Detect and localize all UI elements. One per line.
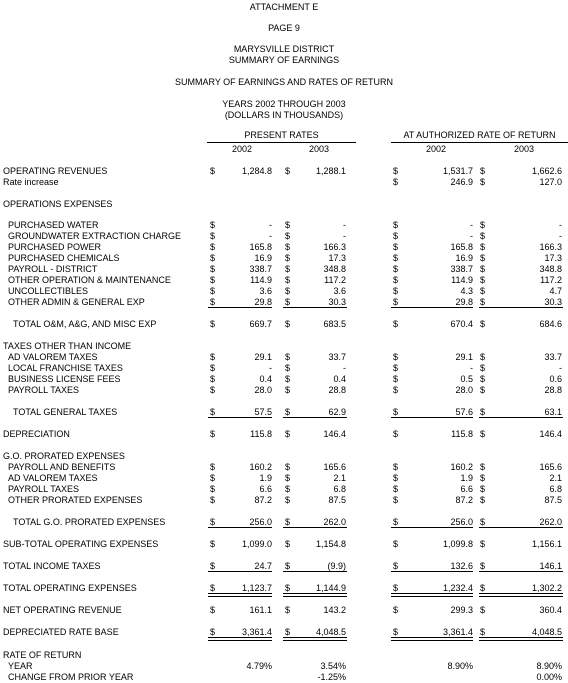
dollar-sign: $ [393,495,399,505]
cell-value: 256.0 [249,517,272,527]
cell-value: - [470,231,473,241]
dollar-sign: $ [285,605,291,615]
cell-value: 2.1 [549,473,562,483]
cell-value: 1,284.8 [241,166,272,176]
cell-value: - [559,220,562,230]
dollar-sign: $ [210,352,216,362]
cell-value: 1,288.1 [315,166,346,176]
cell-value: 256.0 [450,517,473,527]
dollar-sign: $ [210,473,216,483]
cell-value: 1.9 [460,473,473,483]
dollar-sign: $ [210,605,216,615]
subtotal-rule [283,307,347,308]
cell-value: 4.79% [246,661,272,671]
cell-value: 28.0 [455,385,473,395]
total-double-rule [283,637,347,641]
dollar-sign: $ [480,352,486,362]
cell-value: 146.4 [323,429,346,439]
cell-value: 33.7 [544,352,562,362]
row-label: AD VALOREM TAXES [8,473,98,483]
dollar-sign: $ [480,319,486,329]
cell-value: 1,531.7 [442,166,473,176]
cell-value: 683.5 [323,319,346,329]
cell-value: 0.6 [549,374,562,384]
cell-value: 30.3 [328,297,346,307]
row-label: PAYROLL - DISTRICT [8,264,98,274]
cell-value: 360.4 [539,605,562,615]
cell-value: 1,156.1 [531,539,562,549]
cell-value: 117.2 [324,275,346,285]
dollar-sign: $ [210,385,216,395]
row-label: OTHER ADMIN & GENERAL EXP [8,297,145,307]
dollar-sign: $ [285,352,291,362]
dollar-sign: $ [210,407,216,417]
dollar-sign: $ [393,352,399,362]
cell-value: 262.0 [323,517,346,527]
row-label: DEPRECIATED RATE BASE [3,627,119,637]
total-double-rule [391,593,473,597]
dollar-sign: $ [393,473,399,483]
dollar-sign: $ [285,166,291,176]
row-label: LOCAL FRANCHISE TAXES [8,363,123,373]
cell-value: 117.2 [540,275,562,285]
dollar-sign: $ [285,407,291,417]
row-label: PAYROLL TAXES [8,484,80,494]
cell-value: 684.6 [539,319,562,329]
dollar-sign: $ [210,462,216,472]
cell-value: - [343,220,346,230]
cell-value: 670.4 [450,319,473,329]
cell-value: 165.8 [450,242,473,252]
dollar-sign: $ [480,363,486,373]
dollar-sign: $ [393,583,399,593]
cell-value: 29.8 [254,297,272,307]
dollar-sign: $ [393,462,399,472]
dollar-sign: $ [285,473,291,483]
cell-value: 3.6 [333,286,346,296]
report-title: SUMMARY OF EARNINGS AND RATES OF RETURN [174,77,394,87]
cell-value: 2.1 [333,473,346,483]
dollar-sign: $ [285,286,291,296]
dollar-sign: $ [285,253,291,263]
cell-value: 6.6 [259,484,272,494]
dollar-sign: $ [480,407,486,417]
row-label: TOTAL OPERATING EXPENSES [3,583,137,593]
subtotal-rule [479,527,563,528]
dollar-sign: $ [393,561,399,571]
dollar-sign: $ [393,385,399,395]
dollar-sign: $ [210,264,216,274]
cell-value: 1,123.7 [241,583,272,593]
row-label: AD VALOREM TAXES [8,352,98,362]
cell-value: - [470,363,473,373]
cell-value: 1,099.8 [442,539,473,549]
cell-value: 1,144.9 [315,583,346,593]
cell-value: 3.6 [259,286,272,296]
cell-value: 166.3 [539,242,562,252]
dollar-sign: $ [480,242,486,252]
cell-value: 115.8 [250,429,272,439]
cell-value: 338.7 [249,264,272,274]
total-double-rule [208,593,272,597]
dollar-sign: $ [393,286,399,296]
cell-value: 28.8 [544,385,562,395]
row-label: GROUNDWATER EXTRACTION CHARGE [8,231,182,241]
cell-value: 160.2 [450,462,473,472]
cell-value: 1,154.8 [315,539,346,549]
dollar-sign: $ [480,462,486,472]
cell-value: 669.7 [249,319,272,329]
dollar-sign: $ [393,264,399,274]
row-label: OTHER PRORATED EXPENSES [8,495,143,505]
dollar-sign: $ [393,363,399,373]
row-label: BUSINESS LICENSE FEES [8,374,121,384]
subtotal-rule [283,417,347,418]
dollar-sign: $ [480,166,486,176]
cell-value: 114.9 [451,275,473,285]
col-year-2003-present: 2003 [308,144,330,154]
col-year-2002-present: 2002 [231,144,253,154]
dollar-sign: $ [285,374,291,384]
dollar-sign: $ [393,539,399,549]
cell-value: - [343,231,346,241]
dollar-sign: $ [480,627,486,637]
years-range: YEARS 2002 THROUGH 2003 [222,99,346,109]
dollar-sign: $ [210,583,216,593]
dollar-sign: $ [393,297,399,307]
cell-value: 132.6 [450,561,473,571]
row-label: PURCHASED WATER [8,220,99,230]
dollar-sign: $ [285,385,291,395]
cell-value: 127.0 [539,177,562,187]
dollar-sign: $ [210,484,216,494]
cell-value: - [559,231,562,241]
cell-value: 3.54% [320,661,346,671]
dollar-sign: $ [480,583,486,593]
dollar-sign: $ [393,242,399,252]
dollar-sign: $ [210,627,216,637]
subtotal-rule [479,307,563,308]
row-label: TAXES OTHER THAN INCOME [3,341,132,351]
dollar-sign: $ [393,319,399,329]
dollar-sign: $ [480,177,486,187]
cell-value: 33.7 [328,352,346,362]
cell-value: 30.3 [544,297,562,307]
cell-value: 165.8 [249,242,272,252]
dollar-sign: $ [480,220,486,230]
dollar-sign: $ [210,286,216,296]
row-label: SUB-TOTAL OPERATING EXPENSES [3,539,159,549]
cell-value: - [269,220,272,230]
row-label: Rate increase [3,177,59,187]
dollar-sign: $ [285,561,291,571]
cell-value: 1.9 [259,473,272,483]
cell-value: 62.9 [328,407,346,417]
cell-value: -1.25% [317,672,346,682]
cell-value: 6.8 [333,484,346,494]
row-label: PURCHASED POWER [8,242,102,252]
cell-value: 57.6 [455,407,473,417]
dollar-sign: $ [285,319,291,329]
cell-value: - [269,363,272,373]
dollar-sign: $ [285,539,291,549]
present-rates-underline [207,142,356,143]
cell-value: 246.9 [450,177,473,187]
dollar-sign: $ [285,242,291,252]
dollar-sign: $ [210,242,216,252]
cell-value: 4.3 [460,286,473,296]
subtotal-rule [208,307,272,308]
row-label: TOTAL O&M, A&G, AND MISC EXP [13,319,157,329]
row-label: OTHER OPERATION & MAINTENANCE [8,275,171,285]
dollar-sign: $ [210,231,216,241]
units-note: (DOLLARS IN THOUSANDS) [224,110,344,120]
total-double-rule [479,593,563,597]
total-double-rule [391,637,473,641]
row-label: DEPRECIATION [3,429,70,439]
present-rates-header: PRESENT RATES [244,130,319,140]
row-label: CHANGE FROM PRIOR YEAR [8,672,134,682]
cell-value: 87.2 [254,495,272,505]
cell-value: 262.0 [539,517,562,527]
dollar-sign: $ [210,374,216,384]
authorized-underline [391,142,568,143]
dollar-sign: $ [393,275,399,285]
cell-value: 146.4 [539,429,562,439]
dollar-sign: $ [393,166,399,176]
total-double-rule [283,593,347,597]
row-label: TOTAL GENERAL TAXES [13,407,118,417]
cell-value: 1,099.0 [241,539,272,549]
cell-value: 28.8 [328,385,346,395]
report-subtitle: SUMMARY OF EARNINGS [228,55,340,65]
dollar-sign: $ [393,407,399,417]
dollar-sign: $ [210,275,216,285]
dollar-sign: $ [480,484,486,494]
dollar-sign: $ [210,539,216,549]
dollar-sign: $ [285,429,291,439]
cell-value: 299.3 [450,605,473,615]
cell-value: 16.9 [455,253,473,263]
dollar-sign: $ [210,561,216,571]
row-label: YEAR [8,661,33,671]
dollar-sign: $ [285,484,291,494]
cell-value: 0.4 [333,374,346,384]
cell-value: 146.1 [539,561,562,571]
cell-value: 4,048.5 [531,627,562,637]
cell-value: (9.9) [327,561,346,571]
total-double-rule [479,637,563,641]
dollar-sign: $ [393,517,399,527]
cell-value: 29.1 [254,352,272,362]
dollar-sign: $ [480,374,486,384]
cell-value: 87.2 [455,495,473,505]
dollar-sign: $ [210,297,216,307]
cell-value: 165.6 [323,462,346,472]
dollar-sign: $ [285,517,291,527]
cell-value: 0.00% [536,672,562,682]
dollar-sign: $ [480,275,486,285]
cell-value: 4,048.5 [315,627,346,637]
dollar-sign: $ [210,319,216,329]
row-label: G.O. PRORATED EXPENSES [3,451,125,461]
dollar-sign: $ [285,627,291,637]
cell-value: 1,302.2 [531,583,562,593]
dollar-sign: $ [210,253,216,263]
dollar-sign: $ [210,517,216,527]
dollar-sign: $ [480,286,486,296]
cell-value: 0.4 [259,374,272,384]
authorized-header: AT AUTHORIZED RATE OF RETURN [403,130,556,140]
cell-value: 57.5 [254,407,272,417]
dollar-sign: $ [480,561,486,571]
subtotal-rule [479,571,563,572]
dollar-sign: $ [285,583,291,593]
cell-value: 165.6 [539,462,562,472]
cell-value: 166.3 [323,242,346,252]
cell-value: 143.2 [323,605,346,615]
dollar-sign: $ [480,429,486,439]
cell-value: 87.5 [328,495,346,505]
subtotal-rule [391,571,473,572]
dollar-sign: $ [210,363,216,373]
cell-value: 87.5 [544,495,562,505]
cell-value: 115.8 [451,429,473,439]
row-label: PAYROLL TAXES [8,385,80,395]
row-label: RATE OF RETURN [3,650,82,660]
cell-value: 28.0 [254,385,272,395]
subtotal-rule [283,571,347,572]
row-label: NET OPERATING REVENUE [3,605,122,615]
dollar-sign: $ [285,297,291,307]
row-label: TOTAL G.O. PRORATED EXPENSES [13,517,166,527]
dollar-sign: $ [480,539,486,549]
cell-value: 16.9 [254,253,272,263]
total-double-rule [208,637,272,641]
dollar-sign: $ [480,231,486,241]
cell-value: 348.8 [323,264,346,274]
cell-value: 0.5 [460,374,473,384]
row-label: PAYROLL AND BENEFITS [8,462,116,472]
dollar-sign: $ [393,429,399,439]
dollar-sign: $ [393,220,399,230]
subtotal-rule [391,307,473,308]
dollar-sign: $ [285,231,291,241]
row-label: OPERATIONS EXPENSES [3,199,113,209]
dollar-sign: $ [210,429,216,439]
cell-value: 24.7 [254,561,272,571]
subtotal-rule [208,527,272,528]
col-year-2003-authorized: 2003 [513,144,535,154]
dollar-sign: $ [480,297,486,307]
row-label: TOTAL INCOME TAXES [3,561,101,571]
dollar-sign: $ [393,253,399,263]
cell-value: 348.8 [539,264,562,274]
cell-value: 4.7 [549,286,562,296]
district-name: MARYSVILLE DISTRICT [233,44,335,54]
cell-value: 1,232.4 [442,583,473,593]
dollar-sign: $ [285,363,291,373]
cell-value: 8.90% [447,661,473,671]
cell-value: 1,662.6 [531,166,562,176]
subtotal-rule [391,417,473,418]
cell-value: 6.8 [549,484,562,494]
col-year-2002-authorized: 2002 [425,144,447,154]
dollar-sign: $ [393,231,399,241]
subtotal-rule [283,527,347,528]
cell-value: 17.3 [544,253,562,263]
cell-value: 114.9 [250,275,272,285]
dollar-sign: $ [480,473,486,483]
cell-value: - [343,363,346,373]
dollar-sign: $ [210,495,216,505]
dollar-sign: $ [210,166,216,176]
dollar-sign: $ [393,605,399,615]
cell-value: 338.7 [450,264,473,274]
cell-value: - [470,220,473,230]
subtotal-rule [479,417,563,418]
subtotal-rule [208,417,272,418]
dollar-sign: $ [480,264,486,274]
attachment-label: ATTACHMENT E [249,2,319,12]
dollar-sign: $ [480,517,486,527]
dollar-sign: $ [285,495,291,505]
dollar-sign: $ [393,374,399,384]
cell-value: 63.1 [544,407,562,417]
row-label: OPERATING REVENUES [3,166,108,176]
cell-value: 29.1 [455,352,473,362]
page-number: PAGE 9 [268,23,300,33]
dollar-sign: $ [393,177,399,187]
cell-value: 3,361.4 [442,627,473,637]
cell-value: 160.2 [249,462,272,472]
dollar-sign: $ [480,253,486,263]
dollar-sign: $ [480,495,486,505]
cell-value: 161.1 [249,605,272,615]
cell-value: - [269,231,272,241]
dollar-sign: $ [393,484,399,494]
dollar-sign: $ [393,627,399,637]
cell-value: 3,361.4 [241,627,272,637]
cell-value: 6.6 [460,484,473,494]
subtotal-rule [391,527,473,528]
cell-value: - [559,363,562,373]
subtotal-rule [208,571,272,572]
dollar-sign: $ [210,220,216,230]
cell-value: 29.8 [455,297,473,307]
dollar-sign: $ [480,605,486,615]
dollar-sign: $ [285,462,291,472]
cell-value: 17.3 [328,253,346,263]
dollar-sign: $ [285,220,291,230]
dollar-sign: $ [480,385,486,395]
dollar-sign: $ [285,275,291,285]
cell-value: 8.90% [536,661,562,671]
row-label: PURCHASED CHEMICALS [8,253,120,263]
row-label: UNCOLLECTIBLES [8,286,89,296]
dollar-sign: $ [285,264,291,274]
